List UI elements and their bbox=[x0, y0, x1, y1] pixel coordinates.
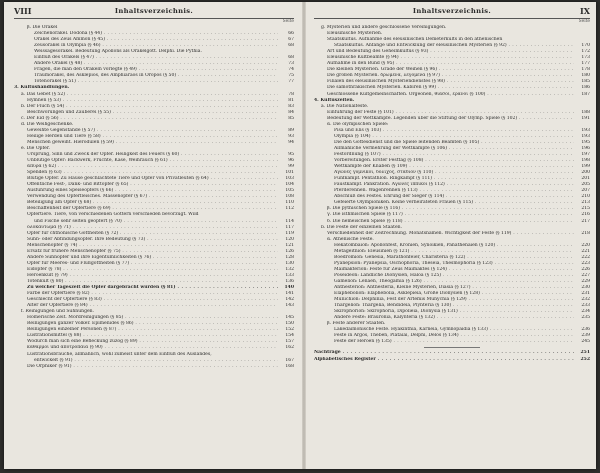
toc-entry-page: 130 bbox=[285, 260, 294, 266]
toc-entry-title: Beschaffenheit der Opfertiere (§ 69) . . . bbox=[27, 206, 278, 212]
toc-entry-title: Die den Gottesdienst und die Spiele leitenden Beamten (§ 105) . . . bbox=[334, 140, 574, 146]
toc-entry-page: 198 bbox=[581, 158, 590, 164]
toc-entry-title: f. Reinigungen und Sühnungen. bbox=[21, 309, 95, 315]
toc-entry-page: 83 bbox=[288, 103, 294, 109]
toc-entry-page: 108 bbox=[285, 194, 294, 200]
toc-entry-page: 119 bbox=[285, 230, 294, 236]
toc-entry-page: 215 bbox=[581, 206, 590, 212]
toc-entry-page: 93 bbox=[288, 133, 294, 139]
toc-entry-title: Aufnahme in den Bund (§ 95) . . . bbox=[327, 61, 574, 67]
toc-entry-page: 154 bbox=[285, 333, 294, 339]
toc-entry-page: 232 bbox=[581, 297, 590, 303]
toc-entry-page: 236 bbox=[581, 327, 590, 333]
toc-entry-title: Art und Bedeutung des Geheimkultus (§ 93) . . . bbox=[327, 49, 574, 55]
toc-entry-title: Staatskultus. Aufnahme des eleusinischen Demeterkults in den athenischen bbox=[327, 37, 503, 43]
toc-entry-page: 252 bbox=[580, 356, 590, 362]
toc-entry-page: 152 bbox=[285, 327, 294, 333]
toc-entry-title: b. Die Feste der einzelnen Staaten. bbox=[321, 224, 403, 230]
toc-entry-page: 218 bbox=[581, 230, 590, 236]
toc-entry-title: Heroenkult (§ 79) . . . bbox=[27, 273, 278, 279]
toc-entry-title: Blutige Opfer. Zu Hause geschlachtete Tiere und Opfer von Privatleuten (§ 64) . . . bbox=[27, 176, 278, 182]
toc-entry-title: b. Der Fluch (§ 54) . . . bbox=[21, 104, 278, 110]
toc-entry-title: Traumorakel, des Asklepios, des Amphiaraos in Oropos (§ 50) . . . bbox=[34, 73, 278, 79]
toc-entry-title: Homerische Zeit. Mordreinigungen (§ 85) . . . bbox=[27, 315, 278, 321]
toc-entry-page: 178 bbox=[581, 67, 590, 73]
toc-entry-page: 99 bbox=[288, 164, 294, 170]
toc-entry-title: Feste in Argos, Theben, Plataiai, Delphi, Delos (§ 134) . . . bbox=[334, 333, 574, 339]
toc-entry-title: Sühn- oder Abfindungsopfer. Ihre Bedeutung (§ 73) . . . bbox=[27, 237, 278, 243]
toc-entry-page: 193 bbox=[581, 133, 590, 139]
page-header bbox=[14, 6, 294, 19]
toc-entry-title: c. Der Eid (§ 56) . . . bbox=[21, 116, 278, 122]
toc-entry-title: Verwendung des Opferfleisches. Massenopfer (§ 67) . . . bbox=[27, 194, 278, 200]
toc-entry-title: Geschlossene Kultgemeinschaften. Orgeonen, θίασοι, ἔρανοι (§ 100) . . . bbox=[327, 92, 574, 98]
toc-entry-title: Hymnen (§ 53) . . . bbox=[27, 98, 278, 104]
toc-entry-page: 162 bbox=[285, 345, 294, 351]
toc-entry-title: Fragen, die man den Orakeln vorlegte (§ 49) . . . bbox=[34, 67, 278, 73]
toc-entry-title: Pyanepsion: Pyanepsia, Oschophoria, Theseia, Thesmophoria (§ 123) . . . bbox=[334, 261, 574, 267]
toc-entry-page: 150 bbox=[285, 321, 294, 327]
toc-entry-page: 195 bbox=[581, 139, 590, 145]
toc-entry-page: 201 bbox=[581, 176, 590, 182]
toc-entry-page: 103 bbox=[285, 176, 294, 182]
toc-entry-page: 78 bbox=[288, 91, 294, 97]
toc-entry-title: Wodurch man sich eine Befleckung zuzog (§ 89) . . . bbox=[27, 339, 278, 345]
toc-entry-page: 235 bbox=[581, 315, 590, 321]
toc-entry-title: Poseideon: Ländliche Dionysien, Haloa (§ 125) . . . bbox=[334, 273, 574, 279]
toc-entry-page: 245 bbox=[581, 339, 590, 345]
toc-entry bbox=[14, 364, 294, 370]
toc-entry-page: 199 bbox=[581, 164, 590, 170]
toc-entry-page: 89 bbox=[288, 127, 294, 133]
toc-entry-page: 177 bbox=[581, 61, 590, 67]
toc-entry-page: 234 bbox=[581, 309, 590, 315]
toc-entry-title: Totenkult (§ 80) . . . bbox=[27, 279, 278, 285]
toc-entry-title: Die großen Mysterien. δρώμενα, λεγόμενα (§ 97) . . . bbox=[327, 73, 574, 79]
toc-entry-title: entwickelt (§ 91) . . . bbox=[34, 358, 278, 364]
toc-entry-page: 68 bbox=[288, 55, 294, 61]
toc-entry-title: 3. Kultushandlungen. bbox=[14, 85, 70, 91]
toc-entry-title: Weissagesorakel. Bedeutung Apollons als Orakelgott. Delphi. Die Pythia. bbox=[34, 49, 202, 55]
toc-entry-page: 223 bbox=[581, 260, 590, 266]
toc-entry-page: 227 bbox=[581, 272, 590, 278]
toc-entry-page: 233 bbox=[581, 303, 590, 309]
toc-entry-page: 128 bbox=[285, 254, 294, 260]
toc-entry-title: Alphabetisches Register . . . bbox=[314, 357, 574, 363]
toc-entry-title: Opfer für Meeres- und Flußgottheiten (§ 77) . . . bbox=[27, 261, 278, 267]
toc-entry-title: Anthesterion: Anthesteria, Kleine Mysterien, Diasia (§ 127) . . . bbox=[334, 285, 574, 291]
toc-entry-page: 217 bbox=[581, 218, 590, 224]
toc-entry-title: Beteiligung am Opfer (§ 68) . . . bbox=[27, 200, 278, 206]
toc-entry-title: Die Orphiker (§ 91) . . . bbox=[27, 364, 278, 370]
toc-entry-page: 75 bbox=[288, 73, 294, 79]
toc-entry-title: Fünfkampf. Pentathlon. Ringkampf (§ 111) . . . bbox=[334, 176, 574, 182]
toc-entry-title: Andere Orakel (§ 48) . . . bbox=[34, 61, 278, 67]
toc-entry-title: Gefeierte Olympioniken. Keine verheirateten Frauen (§ 115) . . . bbox=[334, 200, 574, 206]
toc-entry-title: Ersatz für frühere Menschenopfer (§ 75) . . . bbox=[27, 249, 278, 255]
toc-entry-title: Die samothrakischen Mysterien. Kabiren (§ 99) . . . bbox=[327, 85, 574, 91]
toc-entry-title: Spenden (§ 63) . . . bbox=[27, 170, 278, 176]
toc-entry-title: α. Die olympischen Spiele: bbox=[327, 121, 389, 127]
toc-entry-page: 73 bbox=[288, 61, 294, 67]
toc-entry-title: Geschlecht der Opfertiere (§ 83) . . . bbox=[27, 297, 278, 303]
toc-entry-title: Menschenopfer (§ 74) . . . bbox=[27, 243, 278, 249]
toc-entry-page: 95 bbox=[288, 151, 294, 157]
toc-entry-title: Unblutige Opfer: Backwerk, Früchte, Käse, Weihrauch (§ 61) . . . bbox=[27, 158, 278, 164]
toc-entry-page: 120 bbox=[285, 236, 294, 242]
toc-entry-title: Öffentliche Fest-, Dank- und Bittopfer (§ 65) . . . bbox=[27, 182, 278, 188]
toc-entry-title: Andere Feste: Brauronia, Kalynteria (§ 132) . . . bbox=[334, 315, 574, 321]
toc-entry-title: Ursprung, Sinn und Zweck der Opfer. Heiligkeit des Feuers (§ 60) . . . bbox=[27, 152, 278, 158]
toc-entry-page: 196 bbox=[581, 145, 590, 151]
toc-entry-page: 188 bbox=[581, 109, 590, 115]
toc-entry-title: Munichion: Delphinia, Fest der Artemis Munychia (§ 129) . . . bbox=[334, 297, 574, 303]
toc-entry-title: Festordnung (§ 107) . . . bbox=[334, 152, 574, 158]
running-head: Inhaltsverzeichnis. bbox=[114, 7, 194, 15]
toc-entry-title: Faustkampf. Pankration. Ἀγῶνες ἱππικοί (§ 112) . . . bbox=[334, 182, 574, 188]
toc-entry-page: 67 bbox=[288, 37, 294, 43]
toc-entry-title: a. Die Nationalfeste. bbox=[321, 103, 369, 109]
toc-entry-title: g. Mysterien und andere geschlossene Vereinigungen. bbox=[321, 25, 447, 30]
toc-entry-title: Heilige Herden und Tiere (§ 58) . . . bbox=[27, 134, 278, 140]
toc-entry-title: Geweihte Gegenstände (§ 57) . . . bbox=[27, 128, 278, 134]
toc-entry-page: 191 bbox=[581, 115, 590, 121]
toc-entry-title: β. Feste anderer Staaten. bbox=[327, 321, 386, 327]
toc-entry-title: Verschiedenheit der Zeitrechnung. Monatsnamen. Wichtigkeit der Feste (§ 119) . . . bbox=[327, 231, 574, 237]
toc-entry-page: 66 bbox=[288, 31, 294, 37]
toc-entry-title: Die kleinen Mysterien. Grade der Weihen (§ 96) . . . bbox=[327, 67, 574, 73]
book-spread bbox=[4, 2, 596, 469]
toc-entry-page: 112 bbox=[285, 206, 294, 212]
toc-entry-page: 226 bbox=[581, 266, 590, 272]
toc-entry-page: 105 bbox=[285, 188, 294, 194]
toc-entry-page: 229 bbox=[581, 278, 590, 284]
toc-entry-title: γ. Die isthmischen Spiele (§ 117) . . . bbox=[327, 212, 574, 218]
toc-entry-page: 81 bbox=[288, 97, 294, 103]
toc-entry-title: Abschluß des Festes. Ehrung der Sieger (§ 114) . . . bbox=[334, 194, 574, 200]
toc-entry-title: Pferderennen. Wagenrennen (§ 113) . . . bbox=[334, 188, 574, 194]
toc-entry-page: 220 bbox=[581, 242, 590, 248]
toc-entry-page: 186 bbox=[581, 85, 590, 91]
toc-entry-page: 193 bbox=[581, 127, 590, 133]
toc-entry-page: 77 bbox=[288, 79, 294, 85]
left-page bbox=[14, 6, 294, 466]
toc-entry-title: Andere Sühnopfer und ihre Eigentümlichkeiten (§ 76) . . . bbox=[27, 255, 278, 261]
toc-entry-page: 239 bbox=[581, 333, 590, 339]
toc-entry-title: Reinigungen ganzer Völker. Epimenides (§ 86) . . . bbox=[27, 321, 278, 327]
toc-entry-title: Hekatombaion: Apollonfest, Kronien, Synoikien, Panathenaien (§ 120) . . . bbox=[334, 243, 574, 249]
page-number: VIII bbox=[14, 6, 32, 16]
toc-entry-title: Alter der Opfertiere (§ 84) . . . bbox=[27, 303, 278, 309]
toc-entry-title: Einfluß des Orakels (§ 47) . . . bbox=[34, 55, 278, 61]
toc-entry-title: Einführung der Feste (§ 101) . . . bbox=[327, 110, 574, 116]
toc-entry-title: Reinigungen einzelner Personen (§ 87) . . . bbox=[27, 327, 278, 333]
toc-entry-title: Lakedaimonische Feste. Hyakinthia, Karneia, Gymnopaidia (§ 133) . . . bbox=[334, 327, 574, 333]
toc-entry-title: Bedeutung der Wettkämpfe. Legenden über die Stiftung der Olymp. Spiele (§ 102) . . . bbox=[327, 116, 574, 122]
toc-list bbox=[14, 25, 294, 370]
toc-entry-title: ὁλοκαύτωμα (§ 71) . . . bbox=[27, 225, 278, 231]
toc-entry-page: 205 bbox=[581, 182, 590, 188]
toc-entry-page: 110 bbox=[285, 200, 294, 206]
toc-entry-page: 136 bbox=[285, 278, 294, 284]
toc-entry-title: Boedromion: Genesia, Marathonfeier, Charisteria (§ 122) . . . bbox=[334, 255, 574, 261]
toc-entry-title: Metageitnion: Eleusinien (§ 121) . . . bbox=[334, 249, 574, 255]
toc-entry-page: 145 bbox=[285, 315, 294, 321]
toc-entry-page: 172 bbox=[581, 49, 590, 55]
toc-entry-page: 140 bbox=[284, 285, 294, 291]
toc-entry-page: 170 bbox=[581, 43, 590, 49]
page-column-label: Seite bbox=[282, 19, 294, 24]
toc-entry-page: 133 bbox=[285, 272, 294, 278]
toc-entry-title: Lustrationsbräuche, allmählich, wohl zumeist unter dem Einfluß des Auslandes, bbox=[27, 351, 212, 357]
toc-entry-title: Eleusinische Mysterien. bbox=[327, 31, 383, 37]
toc-entry-page: 200 bbox=[581, 170, 590, 176]
toc-entry-title: ἄπυρα (§ 62) . . . bbox=[27, 164, 278, 170]
toc-entry-title: Elaphebolion: Elaphebolia, Asklepieia, Große Dionysien (§ 128) . . . bbox=[334, 291, 574, 297]
page-number: IX bbox=[580, 6, 590, 16]
toc-entry-title: Allmähliche Vermehrung der Wettkämpfe (§ 106) . . . bbox=[334, 146, 574, 152]
toc-entry-title: Nachträge . . . bbox=[314, 350, 574, 356]
toc-entry-page: 68 bbox=[288, 43, 294, 49]
toc-entry-title: Ausführung eines Speiseopfers (§ 66) . . . bbox=[27, 188, 278, 194]
toc-entry-title: α. Athenische Feste. bbox=[327, 236, 374, 242]
toc-entry-page: 180 bbox=[581, 73, 590, 79]
toc-entry-title: Thargelion: Thargelia, Bendideia, Plynteria (§ 130) . . . bbox=[334, 303, 574, 309]
toc-entry-page: 142 bbox=[285, 297, 294, 303]
toc-entry-page: 222 bbox=[581, 254, 590, 260]
toc-entry-page: 207 bbox=[581, 188, 590, 194]
toc-entry-title: a. Das Gebet (§ 52) . . . bbox=[21, 92, 278, 98]
toc-entry-title: Skirophorion: Skirophoria, Dipolieia, Dionysia (§ 131) . . . bbox=[334, 309, 574, 315]
toc-entry-title: 4. Kultuszeiten. bbox=[314, 97, 355, 103]
toc-entry-page: 167 bbox=[285, 357, 294, 363]
toc-entry bbox=[314, 357, 590, 363]
toc-entry-page: 94 bbox=[288, 139, 294, 145]
toc-entry-title: e. Die Opfer. bbox=[21, 145, 50, 151]
toc-entry-title: Filialen des eleusinischen Mysteriendienstes (§ 98) . . . bbox=[327, 79, 574, 85]
toc-entry-page: 187 bbox=[581, 91, 590, 97]
toc-entry-title: Gamelion: Lenäen, Theogamia (§ 126) . . . bbox=[334, 279, 574, 285]
toc-entry-title: β. Die pythischen Spiele (§ 116) . . . bbox=[327, 206, 574, 212]
toc-entry-title: Olympia (§ 104) . . . bbox=[334, 134, 574, 140]
toc-entry-title: Wettkämpfe der Knaben (§ 109) . . . bbox=[334, 164, 574, 170]
toc-entry-page: 143 bbox=[285, 303, 294, 309]
toc-entry-page: 230 bbox=[581, 285, 590, 291]
page-column-label: Seite bbox=[578, 19, 590, 24]
toc-entry-title: Farbe der Opfertiere (§ 82) . . . bbox=[27, 291, 278, 297]
toc-entry-page: 85 bbox=[288, 115, 294, 121]
toc-entry-page: 117 bbox=[285, 224, 294, 230]
toc-entry-page: 185 bbox=[581, 79, 590, 85]
toc-entry-title: Totenorakel (§ 51) . . . bbox=[34, 79, 278, 85]
toc-entry-page: 121 bbox=[285, 242, 294, 248]
toc-entry-title: καθαρμοί und ἀποτρόπαια (§ 90) . . . bbox=[27, 345, 278, 351]
toc-entry-title: d. Die Weihgeschenke. bbox=[21, 121, 74, 127]
toc-entry-title: Maimakterion: Feste für Zeus Maimaktes (§ 124) . . . bbox=[334, 267, 574, 273]
toc-entry-page: 157 bbox=[285, 339, 294, 345]
book-gutter bbox=[302, 2, 306, 469]
toc-entry-title: Eidopfer (§ 78) . . . bbox=[27, 267, 278, 273]
running-head: Inhaltsverzeichnis. bbox=[412, 7, 492, 15]
toc-entry-title: Vorbereitungen. Erster Festtag (§ 108) . . . bbox=[334, 158, 574, 164]
toc-entry-page: 101 bbox=[285, 170, 294, 176]
toc-entry-title: Lustrationsmittel (§ 88) . . . bbox=[27, 333, 278, 339]
toc-entry-title: Beschwörungen und Zauberei (§ 55) . . . bbox=[27, 110, 278, 116]
toc-entry-title: Zeichenorakel. Dodona (§ 44) . . . bbox=[34, 31, 278, 37]
toc-entry-page: 96 bbox=[288, 158, 294, 164]
toc-entry-title: δ. Die nemeischen Spiele (§ 118) . . . bbox=[327, 219, 574, 225]
toc-entry-page: 173 bbox=[581, 55, 590, 61]
toc-entry-page: 104 bbox=[285, 182, 294, 188]
toc-entry-title: β. Die Orakel bbox=[27, 25, 58, 30]
toc-entry-page: 251 bbox=[580, 350, 590, 356]
toc-entry-page: 74 bbox=[288, 67, 294, 73]
toc-entry-page: 221 bbox=[581, 248, 590, 254]
page-header bbox=[314, 6, 590, 19]
toc-entry-page: 168 bbox=[285, 363, 294, 369]
toc-entry-title: Pisa und Elis (§ 103) . . . bbox=[334, 128, 574, 134]
toc-entry-page: 141 bbox=[285, 291, 294, 297]
toc-entry-title: Ἀγῶνες γυμνικοί, δόλιχος, στάδιον (§ 110) . . . bbox=[334, 170, 574, 176]
toc-entry-page: 213 bbox=[581, 200, 590, 206]
right-page bbox=[314, 6, 590, 466]
toc-entry-title: Zeusorakel in Olympia (§ 46) . . . bbox=[34, 43, 278, 49]
toc-entry-title: Feste der Heroen (§ 135) . . . bbox=[334, 339, 574, 345]
toc-entry-page: 216 bbox=[581, 212, 590, 218]
toc-entry-title: Opfertiere. Tiere, von verschiedenen Göttern verschieden bevorzugt. Wild bbox=[27, 212, 199, 218]
toc-entry-title: Orakel des Zeus Ammon (§ 45) . . . bbox=[34, 37, 278, 43]
toc-entry-page: 84 bbox=[288, 109, 294, 115]
toc-entry-title: Opfer für chthonische Gottheiten (§ 72) . . . bbox=[27, 231, 278, 237]
toc-entry-page: 132 bbox=[285, 266, 294, 272]
toc-entry-page: 197 bbox=[581, 151, 590, 157]
toc-entry-title: Staatskultus. Anfänge und Entwicklung der eleusinischen Mysterien (§ 92) . . . bbox=[334, 43, 574, 49]
toc-entry-title: Eleusinische Kultbeamte (§ 94) . . . bbox=[327, 55, 574, 61]
toc-entry-page: 114 bbox=[285, 218, 294, 224]
toc-entry-title: und Fische sehr selten geopfert (§ 70) . . . bbox=[34, 219, 278, 225]
toc-list bbox=[314, 25, 590, 363]
toc-entry-page: 231 bbox=[581, 291, 590, 297]
toc-entry-page: 126 bbox=[285, 248, 294, 254]
toc-entry-title: Zu welcher Tageszeit die Opfer dargebracht wurden (§ 81) . . . bbox=[27, 285, 278, 291]
toc-entry-page: 210 bbox=[581, 194, 590, 200]
toc-entry-title: Menschen geweiht. Hierodulen (§ 59) . . . bbox=[27, 140, 278, 146]
